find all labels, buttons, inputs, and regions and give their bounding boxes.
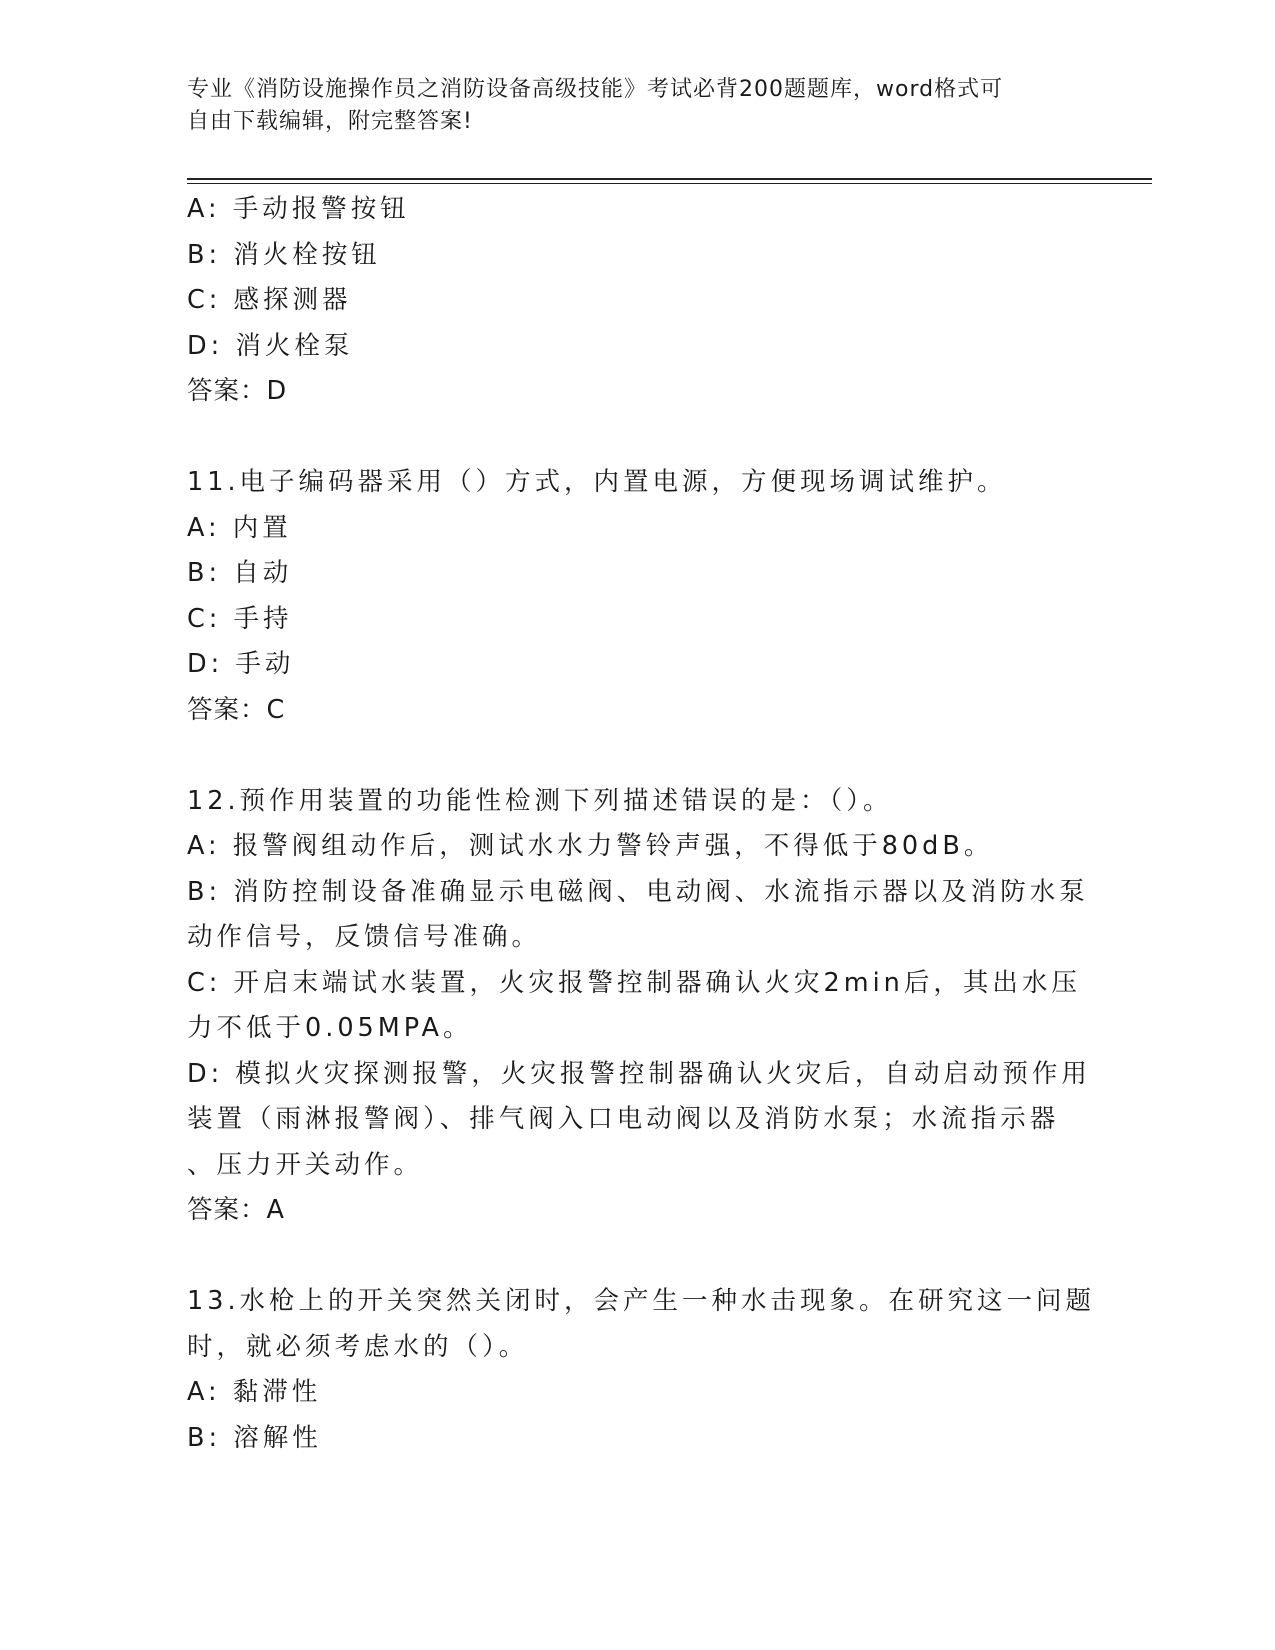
header-divider-thin [187,183,1152,184]
question-10-options [187,187,1087,415]
q11-option-a: A: 内置 [187,512,292,543]
q10-option-b: B: 消火栓按钮 [187,239,381,270]
header-divider-thick [187,178,1152,180]
question-content [187,187,1096,1461]
q12-option-b-line-2: 动作信号，反馈信号准确。 [187,922,542,952]
q10-option-c: C: 感探测器 [187,285,352,315]
question-13 [187,1279,1096,1461]
q11-answer: 答案：C [187,694,286,725]
spacer [187,1234,1087,1280]
q10-answer: 答案：D [187,376,288,406]
q13-option-a: A: 黏滞性 [187,1377,322,1407]
q12-option-b-line-1: B: 消防控制设备准确显示电磁阀、电动阀、水流指示器以及消防水泵 [187,876,1089,907]
q11-stem: 11.电子编码器采用（）方式，内置电源，方便现场调试维护。 [187,467,1007,497]
q12-option-c-line-2: 力不低于0.05MPA。 [187,1013,473,1043]
q12-option-d-line-3: 、压力开关动作。 [187,1149,424,1180]
q11-option-b: B: 自动 [187,558,293,588]
document-header [187,74,1067,138]
q10-option-d: D: 消火栓泵 [187,330,354,361]
q11-option-d: D: 手动 [187,649,295,679]
q11-option-c: C: 手持 [187,603,293,634]
q12-answer: 答案：A [187,1195,285,1225]
q12-option-d-line-2: 装置（雨淋报警阀）、排气阀入口电动阀以及消防水泵；水流指示器 [187,1104,1060,1134]
q12-stem: 12.预作用装置的功能性检测下列描述错误的是：（）。 [187,785,893,816]
q12-option-a: A: 报警阀组动作后，测试水水力警铃声强，不得低于80dB。 [187,831,994,861]
q13-stem-line-1: 13.水枪上的开关突然关闭时，会产生一种水击现象。在研究这一问题 [187,1286,1096,1316]
header-line-2: 自由下载编辑，附完整答案! [187,109,473,134]
header-line-1: 专业《消防设施操作员之消防设备高级技能》考试必背200题题库，word格式可 [187,77,1004,102]
spacer [187,733,1087,779]
q13-stem-line-2: 时，就必须考虑水的（）。 [187,1331,529,1362]
question-12 [187,779,1091,1234]
q12-option-d-line-1: D: 模拟火灾探测报警，火灾报警控制器确认火灾后，自动启动预作用 [187,1058,1091,1089]
question-11 [187,460,1087,733]
q10-option-a: A: 手动报警按钮 [187,194,410,224]
spacer [187,415,1087,461]
q13-option-b: B: 溶解性 [187,1422,322,1453]
q12-option-c-line-1: C: 开启末端试水装置，火灾报警控制器确认火灾2min后，其出水压 [187,967,1081,998]
